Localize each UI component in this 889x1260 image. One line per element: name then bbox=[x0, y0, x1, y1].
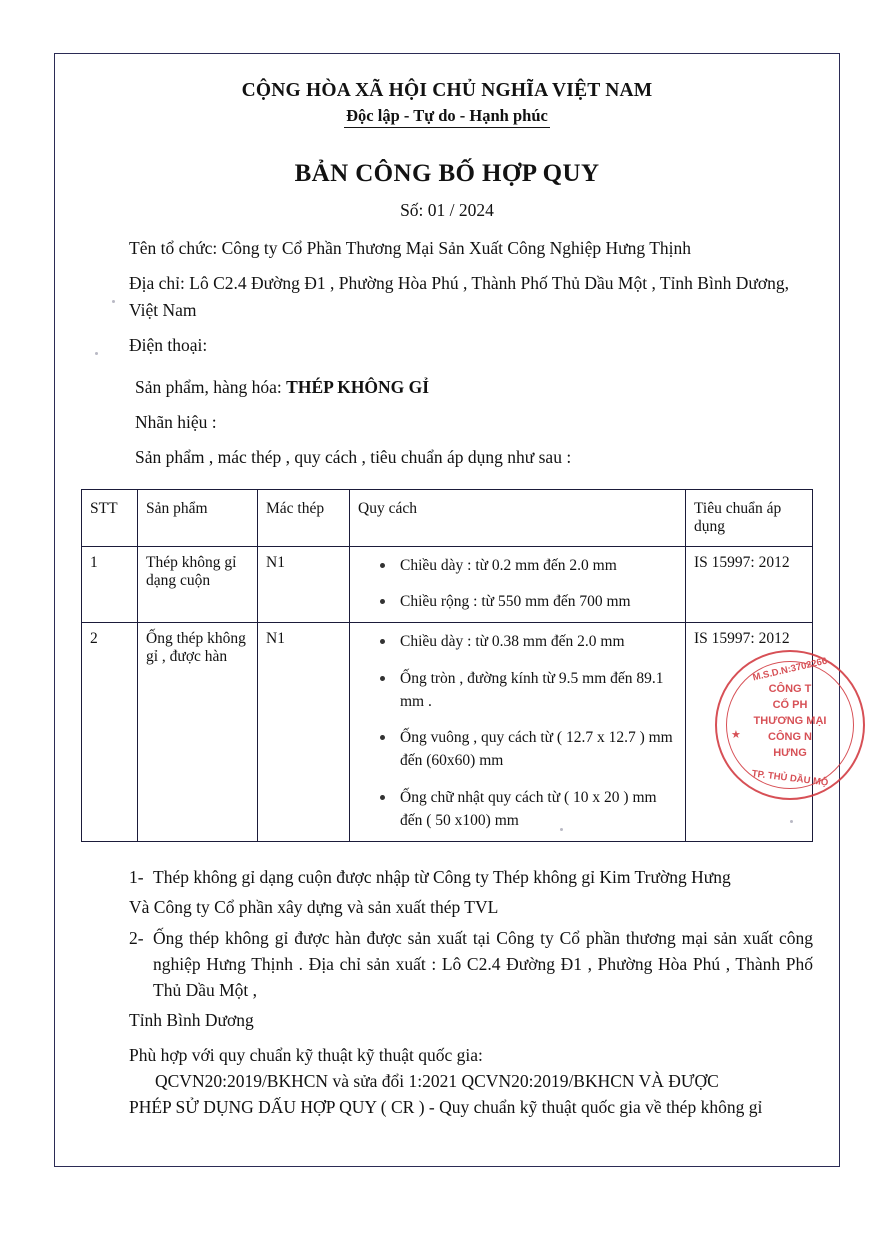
column-header-standard: Tiêu chuẩn áp dụng bbox=[686, 489, 813, 546]
seal-line-1: CÔNG T bbox=[768, 683, 812, 695]
spec-item: Ống tròn , đường kính từ 9.5 mm đến 89.1 mm . bbox=[378, 667, 677, 714]
column-header-stt: STT bbox=[82, 489, 138, 546]
note-continuation: Tỉnh Bình Dương bbox=[129, 1010, 254, 1031]
column-header-grade: Mác thép bbox=[258, 489, 350, 546]
conformity-section bbox=[81, 1042, 813, 1121]
note-item bbox=[129, 925, 813, 1004]
note-number: 1- bbox=[129, 867, 144, 888]
scan-speck bbox=[95, 352, 98, 355]
national-motto: Độc lập - Tự do - Hạnh phúc bbox=[344, 106, 550, 128]
note-number: 2- bbox=[129, 927, 144, 948]
conformity-line-2: QCVN20:2019/BKHCN và sửa đổi 1:2021 QCVN20:2019/BKHCN VÀ ĐƯỢC bbox=[155, 1070, 719, 1091]
product-value: THÉP KHÔNG GỈ bbox=[286, 376, 430, 397]
scan-speck bbox=[112, 300, 115, 303]
cell-stt: 1 bbox=[82, 546, 138, 623]
phone-line: Điện thoại: bbox=[129, 335, 208, 356]
spec-item: Chiều rộng : từ 550 mm đến 700 mm bbox=[378, 590, 677, 613]
column-header-spec: Quy cách bbox=[350, 489, 686, 546]
specification-table bbox=[81, 489, 813, 842]
note-continuation: Và Công ty Cổ phần xây dựng và sản xuất thép TVL bbox=[129, 897, 499, 918]
scan-speck bbox=[790, 820, 793, 823]
intro-line: Sản phẩm , mác thép , quy cách , tiêu chuẩn áp dụng như sau : bbox=[135, 446, 572, 467]
seal-registration-number: M.S.D.N:3702266 bbox=[751, 655, 829, 684]
product-line bbox=[81, 374, 813, 401]
cell-spec bbox=[350, 623, 686, 842]
brand-line: Nhãn hiệu : bbox=[135, 411, 217, 432]
table-row bbox=[82, 546, 813, 623]
spec-item: Ống chữ nhật quy cách từ ( 10 x 20 ) mm đến ( 50 x100) mm bbox=[378, 786, 677, 833]
spec-item: Ống vuông , quy cách từ ( 12.7 x 12.7 ) mm đến (60x60) mm bbox=[378, 726, 677, 773]
seal-line-5: HƯNG bbox=[773, 746, 807, 759]
table-row bbox=[82, 623, 813, 842]
conformity-line-3: PHÉP SỬ DỤNG DẤU HỢP QUY ( CR ) - Quy chuẩn kỹ thuật quốc gia về thép không gỉ bbox=[129, 1097, 763, 1118]
note-item bbox=[129, 864, 813, 890]
column-header-product: Sản phẩm bbox=[138, 489, 258, 546]
document-header bbox=[81, 80, 813, 221]
conformity-line-1: Phù hợp với quy chuẩn kỹ thuật kỹ thuật quốc gia: bbox=[129, 1044, 483, 1065]
cell-stt: 2 bbox=[82, 623, 138, 842]
note-text: Thép không gỉ dạng cuộn được nhập từ Công ty Thép không gỉ Kim Trường Hưng bbox=[153, 867, 731, 888]
notes-section bbox=[81, 864, 813, 1034]
document-number: Số: 01 / 2024 bbox=[400, 200, 494, 220]
cell-product: Ống thép không gỉ , được hàn bbox=[138, 623, 258, 842]
product-label: Sản phẩm, hàng hóa: bbox=[135, 376, 282, 397]
spec-item: Chiều dày : từ 0.38 mm đến 2.0 mm bbox=[378, 630, 677, 653]
organization-line: Tên tổ chức: Công ty Cổ Phần Thương Mại Sản Xuất Công Nghiệp Hưng Thịnh bbox=[129, 238, 692, 258]
address-line: Địa chỉ: Lô C2.4 Đường Đ1 , Phường Hòa Phú , Thành Phố Thủ Dầu Một , Tỉnh Bình Dương, Việt Nam bbox=[129, 273, 789, 321]
spec-item: Chiều dày : từ 0.2 mm đến 2.0 mm bbox=[378, 554, 677, 577]
seal-star-icon: ★ bbox=[731, 729, 741, 741]
national-title: CỘNG HÒA XÃ HỘI CHỦ NGHĨA VIỆT NAM bbox=[241, 80, 653, 101]
seal-line-3: THƯƠNG MẠI bbox=[753, 714, 827, 727]
cell-grade: N1 bbox=[258, 546, 350, 623]
cell-standard: IS 15997: 2012 bbox=[686, 623, 813, 842]
cell-product: Thép không gỉ dạng cuộn bbox=[138, 546, 258, 623]
cell-grade: N1 bbox=[258, 623, 350, 842]
seal-location-text: TP. THỦ DẦU MỘ bbox=[751, 768, 829, 789]
seal-line-2: CỔ PH bbox=[772, 698, 808, 711]
table-header-row bbox=[82, 489, 813, 546]
scan-speck bbox=[560, 828, 563, 831]
page-title: BẢN CÔNG BỐ HỢP QUY bbox=[294, 160, 600, 187]
note-text: Ống thép không gỉ được hàn được sản xuất tại Công ty Cổ phần thương mại sản xuất công nghiệp Hưng Thịnh . Địa chỉ sản xuất : Lô C2.4 Đường Đ1 , Phường Hòa Phú , Thành Phố Thủ Dầu Một , bbox=[153, 927, 813, 1001]
seal-line-4: CÔNG N bbox=[768, 730, 812, 743]
cell-spec bbox=[350, 546, 686, 623]
cell-standard: IS 15997: 2012 bbox=[686, 546, 813, 623]
document-page bbox=[54, 53, 840, 1167]
